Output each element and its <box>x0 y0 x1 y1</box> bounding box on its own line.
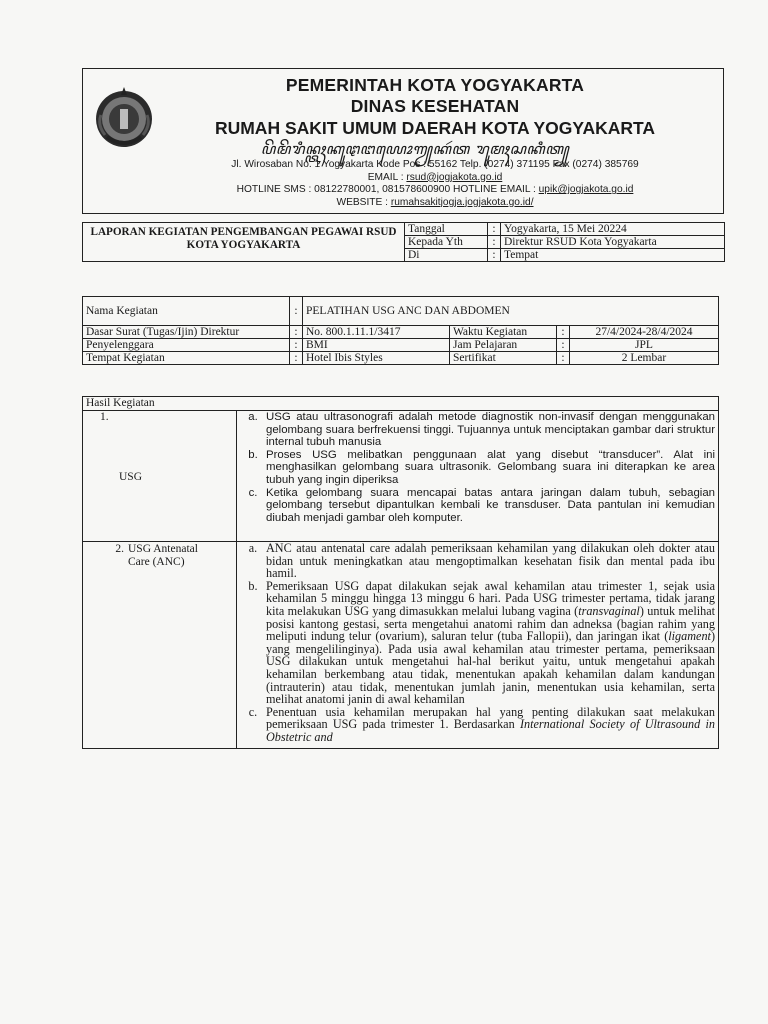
results-heading: Hasil Kegiatan <box>83 397 719 411</box>
activity-name-value: PELATIHAN USG ANC DAN ABDOMEN <box>303 297 719 326</box>
report-header-table: LAPORAN KEGIATAN PENGEMBANGAN PEGAWAI RSUD KOTA YOGYAKARTA Tanggal : Yogyakarta, 15 Mei 20224 Kepada Yth : Direktur RSUD Kota Yogyakarta Di : Tempat <box>82 222 725 262</box>
letterhead-text <box>153 75 717 209</box>
date-label: Tanggal <box>405 223 488 236</box>
letter-number-value: No. 800.1.11.1/3417 <box>303 326 450 339</box>
list-item: c. Ketika gelombang suara mencapai batas antara jaringan dalam tubuh, sebagian gelombang tersebut dipantulkan kembali ke transduser. Data pantulan ini kemudian diubah menjadi gambar oleh komputer. <box>248 486 715 524</box>
list-item: b. Pemeriksaan USG dapat dilakukan sejak awal kehamilan atau trimester 1, sejak usia kehamilan 5 minggu hingga 13 minggu 6 hari. Pada USG trimester pertama, tidak jarang kita melakukan USG yang dimasukkan melalui lubang vagina (transvaginal) untuk melihat posisi kantong gestasi, serta mengetahui anatomi rahim dan adneksa (bagian rahim yang meliputi indung telur (ovarium), saluran telur (tuba Fallopii), dan jaringan ikat (ligament) yang mengelilinginya). Pada usia awal kehamilan atau trimester pertama, pemeriksaan USG dilakukan untuk mengetahui hal-hal berikut yaitu, untuk mengetahui apakah kehamilan berkembang atau tidak, menentukan apakah kehamilan dalam kandungan (intrauterin) atau tidak, menentukan jumlah janin, menentukan usia kehamilan, serta melihat anatomi janin di awal kehamilan <box>248 578 716 707</box>
hours-label: Jam Pelajaran <box>450 339 557 352</box>
hotline-line: HOTLINE SMS : 08122780001, 081578600900 HOTLINE EMAIL : upik@jogjakota.go.id <box>236 184 634 196</box>
venue-label: Tempat Kegiatan <box>83 352 290 365</box>
results-table <box>82 396 719 749</box>
time-value: 27/4/2024-28/4/2024 <box>570 326 719 339</box>
website-link[interactable]: rumahsakitjogja.jogjakota.go.id/ <box>390 196 534 208</box>
email-link[interactable]: rsud@jogjakota.go.id <box>406 171 503 183</box>
list-item: a. ANC atau antenatal care adalah pemeriksaan kehamilan yang dilakukan oleh dokter atau bidan untuk meningkatkan atau mengoptimalkan kesehatan fisik dan mental pada ibu hamil. <box>248 541 715 581</box>
hours-value: JPL <box>570 339 719 352</box>
letterhead <box>82 68 724 214</box>
activity-name-label: Nama Kegiatan <box>83 297 290 326</box>
section-number: 1. <box>100 411 109 423</box>
venue-value: Hotel Ibis Styles <box>303 352 450 365</box>
address-line: Jl. Wirosaban No. 1 Yogyakarta Kode Pos : 55162 Telp. (0274) 371195 Fax (0274) 385769 <box>231 159 639 170</box>
location-value: Tempat <box>501 249 725 262</box>
section-title: USG <box>119 471 143 483</box>
letter-basis-label: Dasar Surat (Tugas/Ijin) Direktur <box>83 326 290 339</box>
time-label: Waktu Kegiatan <box>450 326 557 339</box>
website-line: WEBSITE : rumahsakitjogja.jogjakota.go.id/ <box>336 196 534 208</box>
report-title: LAPORAN KEGIATAN PENGEMBANGAN PEGAWAI RSUD KOTA YOGYAKARTA <box>83 223 405 262</box>
organizer-label: Penyelenggara <box>83 339 290 352</box>
activity-table: Nama Kegiatan : PELATIHAN USG ANC DAN ABDOMEN Dasar Surat (Tugas/Ijin) Direktur : No. 800.1.11.1/3417 Waktu Kegiatan : 27/4/2024-28/4/2024 Penyelenggara : BMI Jam Pelajaran : JPL Tempat Kegiatan : Hotel Ibis Styles Sertifikat : 2 Lembar <box>82 296 719 365</box>
anc-items <box>240 542 715 744</box>
javanese-script-line: ꦥꦼꦩꦼꦫꦶꦤ꧀ꦠꦃꦏꦸꦛꦔꦪꦺꦴꦒꦾꦏꦂꦠ ꦫꦸꦩꦃꦱꦏꦶꦠ꧀ <box>260 140 570 158</box>
date-value: Yogyakarta, 15 Mei 20224 <box>501 223 725 236</box>
section-usg <box>83 411 237 542</box>
email-line: EMAIL : rsud@jogjakota.go.id <box>367 171 503 183</box>
list-item: c. Penentuan usia kehamilan merupakan hal yang penting dilakukan saat melakukan pemeriksaan USG pada trimester 1. Berdasarkan International Society of Ultrasound in Obstetric and <box>248 704 715 744</box>
organizer-value: BMI <box>303 339 450 352</box>
list-item: a. USG atau ultrasonografi adalah metode diagnostik non-invasif dengan menggunakan gelombang suara berfrekuensi tinggi. Tujuannya untuk menciptakan gambar dari struktur internal tubuh manusia <box>248 411 715 449</box>
certificate-label: Sertifikat <box>450 352 557 365</box>
recipient-label: Kepada Yth <box>405 236 488 249</box>
recipient-value: Direktur RSUD Kota Yogyakarta <box>501 236 725 249</box>
hotline-email-link[interactable]: upik@jogjakota.go.id <box>538 184 634 196</box>
hospital-name: RUMAH SAKIT UMUM DAERAH KOTA YOGYAKARTA <box>214 118 656 138</box>
department-name: DINAS KESEHATAN <box>350 96 520 116</box>
government-name: PEMERINTAH KOTA YOGYAKARTA <box>285 75 585 95</box>
section-number: 2. <box>115 543 124 555</box>
list-item: b. Proses USG melibatkan penggunaan alat yang disebut “transducer”. Alat ini menghasilkan gelombang suara ultrasonik. Gelombang suara ini diterapkan ke area tubuh yang ingin diperiksa <box>248 448 715 486</box>
section-title: USG Antenatal Care (ANC) <box>128 543 198 568</box>
certificate-value: 2 Lembar <box>570 352 719 365</box>
usg-items <box>240 411 715 524</box>
location-label: Di <box>405 249 488 262</box>
section-anc <box>83 542 237 749</box>
